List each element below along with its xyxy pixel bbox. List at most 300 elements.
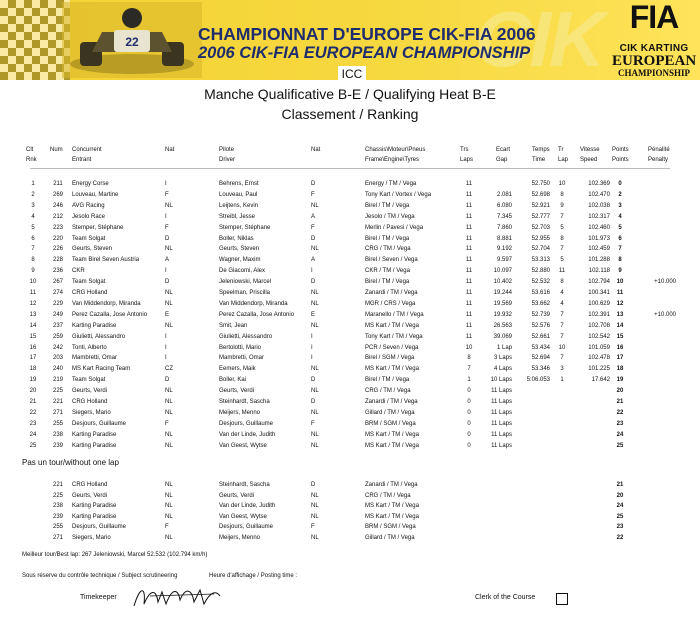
cik-fia-logo [612,0,697,78]
result-points: 20 [616,388,624,394]
result-entrant: Perez Cazalla, Jose Antonio [72,312,148,318]
no-lap-chassis: BRM / SGM / Vega [365,524,416,530]
result-rank: 22 [29,410,37,416]
result-gap: 8.881 [496,236,512,242]
no-lap-nat1: NL [165,482,173,488]
result-nat2: F [311,192,315,198]
result-chassis: MGR / CRS / Vega [365,301,416,307]
result-points: 9 [618,268,622,274]
no-lap-num: 255 [52,524,63,530]
result-laps: 11 [465,323,473,329]
result-nat1: D [165,236,170,242]
result-points: 0 [618,181,622,187]
result-nat1: I [165,355,167,361]
result-chassis: Merlin / Pavesi / Vega [365,225,424,231]
best-lap-line: Meilleur tour/Best lap: 267 Jeleniowski, Marcel 52.532 (102.794 km/h) [22,552,208,558]
result-gap: 7.860 [496,225,512,231]
result-points: 11 [616,290,624,296]
result-driver: Eemers, Maik [219,366,256,372]
result-gap: 26.563 [493,323,512,329]
championship-title-fr: CHAMPIONNAT D'EUROPE CIK-FIA 2006 [198,24,536,44]
result-driver: Geurts, Verdi [219,388,255,394]
no-lap-points: 21 [616,482,624,488]
result-laps: 10 [465,345,473,351]
result-entrant: Tonti, Alberto [72,345,107,351]
result-entrant: Mambretti, Omar [72,355,118,361]
result-nat1: NL [165,410,173,416]
result-laps: 8 [467,355,471,361]
result-speed: 102.118 [588,268,610,274]
result-nat2: D [311,181,316,187]
result-lap: 7 [560,323,564,329]
no-lap-nat1: F [165,524,169,530]
result-entrant: Desjours, Guillaume [72,421,127,427]
result-rank: 17 [29,355,37,361]
cik-watermark: CIK [475,0,604,83]
result-chassis: Birel / TM / Vega [365,377,410,383]
fia-logo-mark: FIA [629,0,679,35]
logo-text-european: EUROPEAN [612,53,697,69]
result-driver: Streibl, Jesse [219,214,256,220]
no-lap-chassis: Gillard / TM / Vega [365,535,415,541]
result-gap: 19.244 [493,290,512,296]
result-rank: 1 [31,181,35,187]
result-rank: 5 [31,225,35,231]
result-chassis: Zanardi / TM / Vega [365,290,418,296]
result-chassis: MS Kart / TM / Vega [365,443,419,449]
result-chassis: Gillard / TM / Vega [365,410,415,416]
result-time: 53.434 [531,345,550,351]
result-lap: 9 [560,203,564,209]
result-entrant: Jesolo Race [72,214,106,220]
result-speed: 101.973 [588,236,610,242]
result-chassis: Birel / TM / Vega [365,203,410,209]
result-points: 10 [616,279,624,285]
result-entrant: Louveau, Martine [72,192,119,198]
result-time: 52.739 [531,312,550,318]
no-lap-num: 221 [52,482,63,488]
result-chassis: MS Kart / TM / Vega [365,432,419,438]
result-points: 25 [616,443,624,449]
header-chassis: Chassis\Moteur\Pneus [365,147,426,153]
result-nat2: A [311,214,316,220]
header-divider [30,168,670,169]
result-gap: 39.069 [493,334,512,340]
result-driver: Smit, Jean [219,323,248,329]
result-speed: 102.317 [588,214,610,220]
result-rank: 8 [31,257,35,263]
result-driver: Jeleniowski, Marcel [219,279,272,285]
result-driver: Van Middendorp, Miranda [219,301,288,307]
header-penalite: Pénalité [648,147,670,153]
result-entrant: Team Solgat [72,279,106,285]
result-lap: 8 [560,192,564,198]
result-gap: 11 Laps [491,410,512,416]
kart-number: 22 [125,35,139,49]
no-lap-driver: Geurts, Verdi [219,493,255,499]
result-num: 267 [52,279,63,285]
result-chassis: CRG / TM / Vega [365,246,411,252]
result-entrant: CRG Holland [72,399,108,405]
result-chassis: Birel / TM / Vega [365,236,410,242]
result-entrant: CRG Holland [72,290,108,296]
no-lap-nat2: NL [311,535,319,541]
result-driver: Desjours, Guillaume [219,421,274,427]
result-nat1: NL [165,443,173,449]
header-nat2: Nat [311,147,321,153]
result-nat2: D [311,377,316,383]
result-nat1: NL [165,290,173,296]
no-lap-chassis: MS Kart / TM / Vega [365,503,419,509]
result-num: 203 [52,355,63,361]
result-time: 52.532 [531,279,550,285]
no-lap-driver: Steinhardt, Sascha [219,482,270,488]
result-num: 238 [52,432,63,438]
result-num: 228 [52,257,63,263]
header-vitesse: Vitesse [580,147,600,153]
header-ecart: Ecart [496,147,511,153]
result-chassis: Tony Kart / Vortex / Vega [365,192,432,198]
result-num: 212 [52,214,63,220]
no-lap-chassis: Zanardi / TM / Vega [365,482,418,488]
result-nat2: I [311,345,313,351]
result-nat1: NL [165,323,173,329]
result-speed: 102.542 [588,334,610,340]
logo-text-championship: CHAMPIONSHIP [618,68,690,78]
result-driver: Van Geest, Wytse [219,443,267,449]
result-nat1: E [165,312,170,318]
result-entrant: Stemper, Stéphane [72,225,124,231]
header-concurrent: Concurrent [72,147,102,153]
header-penalite-en: Penalty [648,157,669,163]
no-lap-driver: Van Geest, Wytse [219,514,267,520]
result-laps: 11 [465,181,473,187]
result-nat1: NL [165,388,173,394]
result-chassis: Birel / TM / Vega [365,279,410,285]
clerk-signature-box[interactable] [556,593,568,605]
result-speed: 101.059 [588,345,610,351]
result-lap: 4 [560,301,564,307]
result-time: 52.576 [531,323,550,329]
no-lap-nat2: F [311,524,315,530]
result-driver: Leijtens, Kevin [219,203,259,209]
result-chassis: Jesolo / TM / Vega [365,214,415,220]
result-rank: 4 [31,214,35,220]
result-time: 52.955 [531,236,550,242]
result-gap: 11 Laps [491,399,512,405]
result-lap: 5 [560,257,564,263]
result-num: 249 [52,312,63,318]
result-points: 7 [618,246,622,252]
result-gap: 3 Laps [493,355,512,361]
result-num: 259 [52,334,63,340]
result-laps: 11 [465,203,473,209]
result-points: 18 [616,366,624,372]
result-num: 271 [52,410,63,416]
result-rank: 16 [29,345,37,351]
timekeeper-signature [130,582,222,610]
result-laps: 11 [465,279,473,285]
result-gap: 1 Lap [496,345,512,351]
result-nat2: NL [311,443,319,449]
header-points: Points [612,147,629,153]
result-rank: 14 [29,323,37,329]
result-entrant: CKR [72,268,85,274]
result-time: 52.661 [531,334,550,340]
result-points: 12 [616,301,624,307]
result-points: 6 [618,236,622,242]
header-pilote-en: Driver [219,157,235,163]
result-driver: Geurts, Steven [219,246,260,252]
result-entrant: Karting Paradise [72,432,117,438]
result-laps: 0 [467,388,471,394]
posting-time-label: Heure d'affichage / Posting time : [209,573,298,579]
no-lap-num: 238 [52,503,63,509]
championship-title-en: 2006 CIK-FIA EUROPEAN CHAMPIONSHIP [198,44,531,62]
result-num: 219 [52,377,63,383]
result-points: 5 [618,225,622,231]
result-rank: 13 [29,312,37,318]
result-points: 22 [616,410,624,416]
no-lap-points: 23 [616,524,624,530]
result-points: 8 [618,257,622,263]
result-points: 4 [618,214,622,220]
result-lap: 7 [560,246,564,252]
result-num: 242 [52,345,63,351]
result-laps: 11 [465,268,473,274]
result-driver: Louveau, Paul [219,192,258,198]
checkered-flag-pattern [0,0,70,80]
result-num: 269 [52,192,63,198]
result-gap: 6.080 [496,203,512,209]
result-laps: 11 [465,192,473,198]
result-entrant: Geurts, Steven [72,246,113,252]
result-entrant: Geurts, Verdi [72,388,108,394]
result-lap: 7 [560,334,564,340]
result-driver: Boller, Niklas [219,236,254,242]
timekeeper-label: Timekeeper [80,594,117,601]
result-nat1: A [165,257,170,263]
result-lap: 5 [560,225,564,231]
result-entrant: Karting Paradise [72,443,117,449]
result-entrant: Giulietti, Alessandro [72,334,126,340]
no-lap-num: 225 [52,493,63,499]
result-chassis: Zanardi / TM / Vega [365,399,418,405]
result-nat2: NL [311,388,319,394]
header-vitesse-en: Speed [580,157,598,163]
result-points: 2 [618,192,622,198]
result-chassis: Birel / Seven / Vega [365,257,418,263]
header-points-en: Points [612,157,629,163]
result-time: 5:06.053 [526,377,550,383]
result-points: 14 [616,323,624,329]
result-nat2: NL [311,301,319,307]
no-lap-entrant: Siegers, Mario [72,535,111,541]
result-nat2: I [311,355,313,361]
result-nat1: I [165,268,167,274]
header-tr-en: Lap [558,157,569,163]
result-num: 237 [52,323,63,329]
header-ecart-en: Gap [496,157,508,163]
result-nat2: NL [311,203,319,209]
result-gap: 10.097 [493,268,512,274]
result-speed: 100.341 [588,290,610,296]
result-nat1: F [165,421,169,427]
result-num: 229 [52,301,63,307]
result-lap: 4 [560,290,564,296]
clerk-label: Clerk of the Course [475,594,536,601]
no-lap-driver: Desjours, Guillaume [219,524,274,530]
result-lap: 1 [560,377,564,383]
result-entrant: Van Middendorp, Miranda [72,301,141,307]
result-chassis: BRM / SGM / Vega [365,421,416,427]
result-driver: Perez Cazalla, Jose Antonio [219,312,295,318]
result-chassis: MS Kart / TM / Vega [365,366,419,372]
result-driver: Behrens, Ernst [219,181,259,187]
result-points: 3 [618,203,622,209]
header-chassis-en: Frame\Engine\Tyres [365,157,420,163]
result-entrant: Karting Paradise [72,323,117,329]
result-lap: 7 [560,312,564,318]
result-nat1: F [165,225,169,231]
result-laps: 11 [465,225,473,231]
no-lap-points: 25 [616,514,624,520]
no-lap-num: 239 [52,514,63,520]
result-driver: Van der Linde, Judith [219,432,276,438]
result-nat2: E [311,312,316,318]
result-gap: 11 Laps [491,432,512,438]
result-time: 52.880 [531,268,550,274]
result-entrant: MS Kart Racing Team [72,366,131,372]
result-nat1: NL [165,203,173,209]
result-num: 223 [52,225,63,231]
result-rank: 10 [29,279,37,285]
result-gap: 10.402 [493,279,512,285]
result-laps: 0 [467,443,471,449]
result-time: 52.698 [531,192,550,198]
result-nat2: F [311,421,315,427]
result-laps: 0 [467,421,471,427]
no-lap-nat1: NL [165,503,173,509]
header-pilote: Pilote [219,147,235,153]
header-clt: Clt [26,147,34,153]
result-points: 24 [616,432,624,438]
result-nat1: D [165,279,170,285]
result-lap: 3 [560,366,564,372]
result-laps: 1 [467,377,471,383]
result-gap: 9.192 [496,246,512,252]
result-laps: 0 [467,399,471,405]
result-time: 53.346 [531,366,550,372]
no-lap-entrant: Karting Paradise [72,503,117,509]
result-nat2: F [311,225,315,231]
header-trs-en: Laps [460,157,474,163]
header-temps-en: Time [532,157,546,163]
category-label: ICC [338,66,366,82]
result-num: 255 [52,421,63,427]
logo-text-karting: CIK KARTING [619,43,689,54]
result-speed: 101.288 [588,257,610,263]
no-lap-points: 20 [616,493,624,499]
result-speed: 102.794 [588,279,610,285]
result-num: 239 [52,443,63,449]
result-lap: 7 [560,214,564,220]
result-lap: 11 [558,268,566,274]
result-num: 274 [52,290,63,296]
result-time: 52.694 [531,355,550,361]
no-lap-chassis: CRG / TM / Vega [365,493,411,499]
result-gap: 4 Laps [493,366,512,372]
result-time: 52.750 [531,181,550,187]
result-num: 221 [52,399,63,405]
result-entrant: Team Solgat [72,377,106,383]
result-rank: 19 [29,377,37,383]
result-speed: 102.708 [588,323,610,329]
result-lap: 7 [560,355,564,361]
result-driver: Mambretti, Omar [219,355,265,361]
result-rank: 7 [31,246,35,252]
result-points: 23 [616,421,624,427]
result-points: 15 [616,334,624,340]
result-rank: 25 [29,443,37,449]
result-chassis: MS Kart / TM / Vega [365,323,419,329]
result-lap: 8 [560,236,564,242]
result-num: 211 [53,181,63,187]
result-driver: De Giacomi, Alex [219,268,266,274]
result-nat2: NL [311,290,319,296]
result-num: 240 [52,366,63,372]
result-gap: 11 Laps [491,388,512,394]
result-nat2: I [311,268,313,274]
result-gap: 19.932 [493,312,512,318]
result-gap: 9.597 [496,257,512,263]
no-lap-nat1: NL [165,514,173,520]
result-nat2: NL [311,246,319,252]
result-time: 53.662 [531,301,550,307]
scrutineering-note: Sous réserve du contrôle technique / Subject scrutineering [22,573,178,579]
result-gap: 11 Laps [491,443,512,449]
result-chassis: Birel / SGM / Vega [365,355,415,361]
no-lap-section-label: Pas un tour/without one lap [22,458,119,467]
result-penalty: +10.000 [654,279,676,285]
result-nat2: A [311,257,316,263]
result-laps: 11 [465,214,473,220]
result-laps: 7 [467,366,471,372]
result-nat2: D [311,399,316,405]
result-nat1: NL [165,301,173,307]
result-time: 52.921 [531,203,550,209]
result-chassis: Maranello / TM / Vega [365,312,424,318]
result-time: 53.616 [531,290,550,296]
result-speed: 101.225 [588,366,610,372]
result-gap: 11 Laps [491,421,512,427]
kart-photo [62,2,202,78]
no-lap-chassis: MS Kart / TM / Vega [365,514,419,520]
result-num: 246 [52,203,63,209]
result-nat2: NL [311,410,319,416]
result-time: 52.704 [531,246,550,252]
result-lap: 10 [558,181,566,187]
result-nat1: CZ [165,366,173,372]
result-rank: 18 [29,366,37,372]
result-laps: 0 [467,432,471,438]
result-laps: 11 [465,312,473,318]
result-gap: 19.569 [493,301,512,307]
result-nat2: I [311,334,313,340]
no-lap-entrant: CRG Holland [72,482,108,488]
result-nat1: D [165,377,170,383]
no-lap-nat2: NL [311,503,319,509]
